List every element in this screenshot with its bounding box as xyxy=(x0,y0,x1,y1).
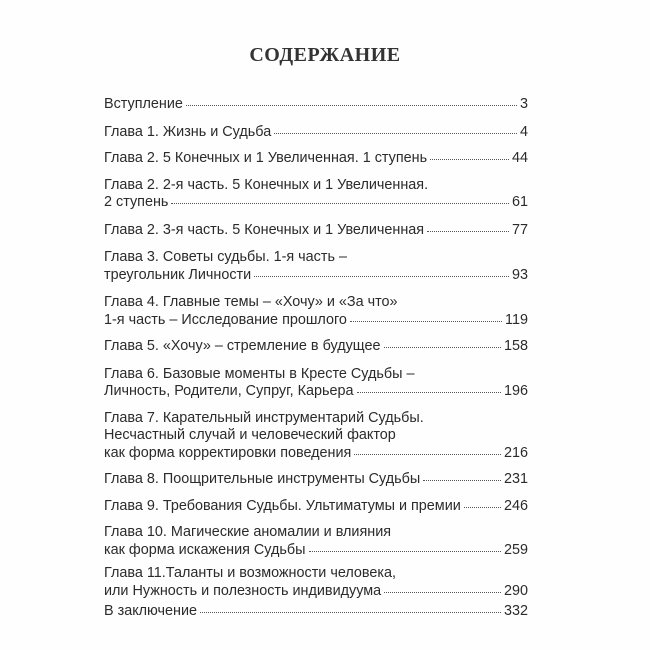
toc-entry xyxy=(104,565,528,600)
toc-entry-text: Глава 3. Советы судьбы. 1-я часть – xyxy=(104,249,347,265)
toc-entry-text: Глава 6. Базовые моменты в Кресте Судьбы – xyxy=(104,365,415,382)
toc-entry xyxy=(104,524,528,559)
dot-leader xyxy=(357,392,501,393)
page-number: 3 xyxy=(519,96,528,112)
dot-leader xyxy=(354,454,501,455)
dot-leader xyxy=(200,612,501,613)
toc-entry-text: Глава 2. 3-я часть. 5 Конечных и 1 Увеличенная xyxy=(104,221,425,238)
page-number: 231 xyxy=(503,471,528,487)
toc-entry xyxy=(104,124,528,142)
toc-entry xyxy=(104,498,528,516)
toc-entry-text: Глава 4. Главные темы – «Хочу» и «За что» xyxy=(104,294,398,310)
toc-entry-text: Глава 8. Поощрительные инструменты Судьбы xyxy=(104,471,421,487)
toc-entry-text: В заключение xyxy=(104,603,198,619)
dot-leader xyxy=(274,133,517,134)
toc-entry-text: 1-я часть – Исследование прошлого xyxy=(104,311,347,328)
dot-leader xyxy=(309,551,501,552)
toc-entry xyxy=(104,150,528,168)
toc-entry xyxy=(104,222,528,240)
dot-leader xyxy=(254,276,509,277)
toc-entry-text: Глава 2. 2-я часть. 5 Конечных и 1 Увеличенная. xyxy=(104,176,429,193)
toc-entry-text: Глава 9. Требования Судьбы. Ультиматумы и премии xyxy=(104,497,461,514)
toc-entry-text: Глава 11.Таланты и возможности человека, xyxy=(104,565,397,581)
page-number: 196 xyxy=(503,383,528,399)
table-of-contents xyxy=(104,87,528,621)
toc-entry-text: Глава 7. Карательный инструментарий Судьбы. xyxy=(104,409,424,426)
page-number: 119 xyxy=(505,311,528,328)
toc-entry-text: Глава 5. «Хочу» – стремление в будущее xyxy=(104,338,381,354)
dot-leader xyxy=(171,203,509,204)
page-number: 44 xyxy=(511,150,528,166)
dot-leader xyxy=(427,231,509,232)
dot-leader xyxy=(350,321,502,322)
toc-entry-text: Глава 2. 5 Конечных и 1 Увеличенная. 1 ступень xyxy=(104,150,428,166)
toc-entry xyxy=(104,177,528,212)
page-number: 93 xyxy=(511,266,528,283)
toc-entry xyxy=(104,249,528,284)
toc-entry-text: Вступление xyxy=(104,96,183,112)
dot-leader xyxy=(384,347,501,348)
toc-entry xyxy=(104,338,528,356)
toc-entry-text: треугольник Личности xyxy=(104,266,252,283)
toc-entry-text: как форма искажения Судьбы xyxy=(104,541,306,558)
toc-entry xyxy=(104,294,528,329)
dot-leader xyxy=(186,105,517,106)
page-number: 158 xyxy=(503,338,528,354)
toc-entry xyxy=(104,96,528,114)
toc-entry-text: как форма корректировки поведения xyxy=(104,444,352,461)
dot-leader xyxy=(384,592,501,593)
toc-entry xyxy=(104,366,528,401)
page-number: 77 xyxy=(511,221,528,238)
toc-entry-text: Глава 10. Магические аномалии и влияния xyxy=(104,524,392,540)
toc-entry-text: 2 ступень xyxy=(104,194,169,210)
toc-entry-text: или Нужность и полезность индивидуума xyxy=(104,582,382,599)
toc-entry xyxy=(104,410,528,463)
toc-entry-text: Глава 1. Жизнь и Судьба xyxy=(104,123,272,140)
page-number: 61 xyxy=(511,194,528,210)
page-number: 259 xyxy=(503,541,528,558)
toc-entry xyxy=(104,603,528,621)
page-number: 246 xyxy=(503,497,528,514)
toc-entry-text: Несчастный случай и человеческий фактор xyxy=(104,427,396,443)
dot-leader xyxy=(423,480,501,481)
dot-leader xyxy=(464,507,501,508)
page-number: 332 xyxy=(503,603,528,619)
page-number: 4 xyxy=(519,123,528,140)
toc-entry xyxy=(104,471,528,489)
page-title: СОДЕРЖАНИЕ xyxy=(249,44,401,66)
toc-entry-text: Личность, Родители, Супруг, Карьера xyxy=(104,383,354,399)
dot-leader xyxy=(430,159,509,160)
page-number: 216 xyxy=(503,444,528,461)
page-number: 290 xyxy=(503,582,528,599)
